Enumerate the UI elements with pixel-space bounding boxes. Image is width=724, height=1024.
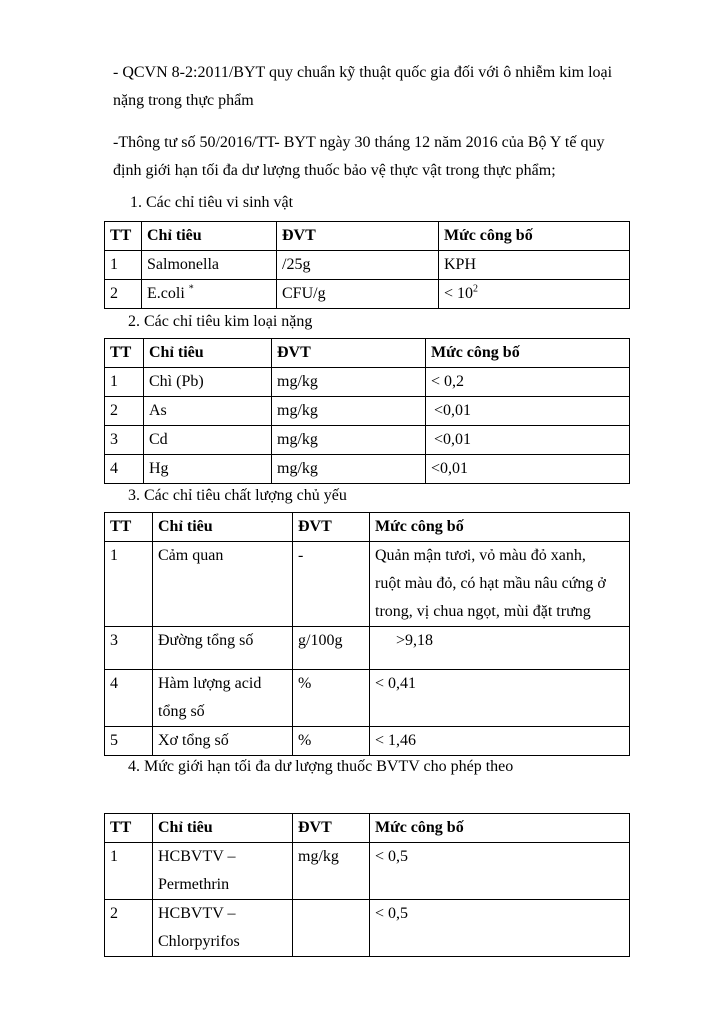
cell-muc-cong-bo <box>370 542 630 627</box>
cell-name-line1: Hàm lượng acid <box>158 675 262 692</box>
heavy-metals-table <box>104 338 630 484</box>
cell-dvt: /25g <box>277 251 439 280</box>
header-tt: TT <box>105 814 153 843</box>
cell-tt: 3 <box>105 426 144 455</box>
cell-val-text: < 10 <box>444 285 474 302</box>
cell-muc-cong-bo: < 0,41 <box>370 670 630 727</box>
cell-chi-tieu: Hg <box>144 455 272 484</box>
header-chi-tieu: Chỉ tiêu <box>153 814 293 843</box>
table-row <box>105 397 630 426</box>
cell-chi-tieu: Cảm quan <box>153 542 293 627</box>
cell-name-line2: Chlorpyrifos <box>158 933 240 950</box>
table-row <box>105 426 630 455</box>
cell-chi-tieu: Salmonella <box>142 251 277 280</box>
section-2-title: 2. Các chỉ tiêu kim loại nặng <box>128 313 313 330</box>
header-muc-cong-bo: Mức công bố <box>426 339 630 368</box>
cell-muc-cong-bo: < 0,5 <box>370 900 630 957</box>
cell-name-line1: HCBVTV – <box>158 905 236 922</box>
section-3-title: 3. Các chỉ tiêu chất lượng chủ yếu <box>128 487 347 504</box>
table-row <box>105 627 630 670</box>
header-chi-tieu: Chỉ tiêu <box>142 222 277 251</box>
table-header-row <box>105 513 630 542</box>
cell-dvt: - <box>293 542 370 627</box>
intro-p1-line2: nặng trong thực phẩm <box>113 92 254 109</box>
cell-chi-tieu <box>153 900 293 957</box>
cell-name-line2: Permethrin <box>158 876 230 893</box>
cell-muc-cong-bo <box>439 280 630 309</box>
header-dvt: ĐVT <box>277 222 439 251</box>
table-row <box>105 727 630 756</box>
quality-table <box>104 512 630 756</box>
cell-name-text: E.coli <box>147 285 185 302</box>
cell-tt: 5 <box>105 727 153 756</box>
cell-chi-tieu: As <box>144 397 272 426</box>
cell-muc-cong-bo: KPH <box>439 251 630 280</box>
intro-paragraph-1 <box>113 59 633 115</box>
cell-muc-cong-bo: <0,01 <box>426 455 630 484</box>
cell-muc-cong-bo: < 0,2 <box>426 368 630 397</box>
table-row <box>105 280 630 309</box>
cell-muc-cong-bo: <0,01 <box>426 397 630 426</box>
cell-val-line3: trong, vị chua ngọt, mùi đặt trưng <box>375 603 591 620</box>
cell-chi-tieu: Chì (Pb) <box>144 368 272 397</box>
cell-tt: 3 <box>105 627 153 670</box>
header-tt: TT <box>105 222 142 251</box>
cell-tt: 1 <box>105 368 144 397</box>
header-muc-cong-bo: Mức công bố <box>439 222 630 251</box>
cell-dvt: g/100g <box>293 627 370 670</box>
microbiology-table <box>104 221 630 309</box>
section-4-title: 4. Mức giới hạn tối đa dư lượng thuốc BVTV cho phép theo <box>128 758 514 775</box>
cell-tt: 4 <box>105 670 153 727</box>
table-row <box>105 542 630 627</box>
cell-val-sup: 2 <box>473 283 479 295</box>
table-row <box>105 843 630 900</box>
table-row <box>105 670 630 727</box>
cell-tt: 2 <box>105 280 142 309</box>
cell-muc-cong-bo: <0,01 <box>426 426 630 455</box>
cell-name-line1: HCBVTV – <box>158 848 236 865</box>
table-header-row <box>105 339 630 368</box>
table-row <box>105 251 630 280</box>
cell-val-line2: ruột màu đỏ, có hạt mầu nâu cứng ở <box>375 575 606 592</box>
cell-dvt: % <box>293 727 370 756</box>
cell-val-line1: Quản mận tươi, vỏ màu đỏ xanh, <box>375 547 586 564</box>
table-header-row <box>105 222 630 251</box>
header-chi-tieu: Chỉ tiêu <box>144 339 272 368</box>
intro-p1-line1: - QCVN 8-2:2011/BYT quy chuẩn kỹ thuật quốc gia đối với ô nhiễm kim loại <box>113 64 613 81</box>
intro-paragraph-2 <box>113 129 633 185</box>
cell-tt: 1 <box>105 542 153 627</box>
header-dvt: ĐVT <box>272 339 426 368</box>
table-row <box>105 900 630 957</box>
intro-p2-line1: -Thông tư số 50/2016/TT- BYT ngày 30 tháng 12 năm 2016 của Bộ Y tế quy <box>113 134 605 151</box>
header-dvt: ĐVT <box>293 513 370 542</box>
cell-tt: 4 <box>105 455 144 484</box>
cell-dvt: mg/kg <box>272 455 426 484</box>
cell-tt: 1 <box>105 843 153 900</box>
cell-dvt: mg/kg <box>272 397 426 426</box>
section-1-title: 1. Các chỉ tiêu vi sinh vật <box>130 194 294 211</box>
cell-chi-tieu: Đường tổng số <box>153 627 293 670</box>
cell-name-sup: * <box>188 283 194 295</box>
header-chi-tieu: Chỉ tiêu <box>153 513 293 542</box>
cell-muc-cong-bo: < 0,5 <box>370 843 630 900</box>
cell-chi-tieu: Xơ tổng số <box>153 727 293 756</box>
cell-dvt: mg/kg <box>272 426 426 455</box>
cell-dvt: mg/kg <box>293 843 370 900</box>
cell-chi-tieu <box>153 843 293 900</box>
table-row <box>105 368 630 397</box>
cell-chi-tieu <box>153 670 293 727</box>
cell-dvt: % <box>293 670 370 727</box>
pesticide-table <box>104 813 630 957</box>
header-muc-cong-bo: Mức công bố <box>370 814 630 843</box>
header-dvt: ĐVT <box>293 814 370 843</box>
cell-chi-tieu <box>142 280 277 309</box>
cell-chi-tieu: Cd <box>144 426 272 455</box>
cell-tt: 1 <box>105 251 142 280</box>
cell-muc-cong-bo: >9,18 <box>370 627 630 670</box>
cell-dvt <box>293 900 370 957</box>
table-header-row <box>105 814 630 843</box>
header-tt: TT <box>105 513 153 542</box>
cell-muc-cong-bo: < 1,46 <box>370 727 630 756</box>
intro-p2-line2: định giới hạn tối đa dư lượng thuốc bảo vệ thực vật trong thực phẩm; <box>113 162 556 179</box>
table-row <box>105 455 630 484</box>
header-muc-cong-bo: Mức công bố <box>370 513 630 542</box>
header-tt: TT <box>105 339 144 368</box>
cell-dvt: CFU/g <box>277 280 439 309</box>
cell-name-line2: tổng số <box>158 703 205 720</box>
cell-tt: 2 <box>105 900 153 957</box>
cell-dvt: mg/kg <box>272 368 426 397</box>
cell-tt: 2 <box>105 397 144 426</box>
